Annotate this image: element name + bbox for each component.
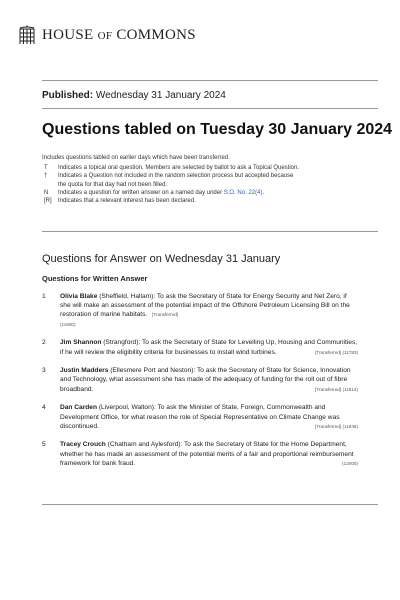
legend-item: [42, 172, 382, 188]
question-body: [60, 338, 358, 356]
brand-name: [42, 27, 196, 44]
question-body: [60, 403, 358, 431]
questions-list: [42, 292, 358, 478]
question-item: [42, 338, 358, 356]
legend-symbol: T: [44, 165, 48, 172]
question-number: 3: [42, 367, 46, 375]
page-title: Questions tabled on Tuesday 30 January 2024: [42, 121, 393, 138]
question-ref: (11900): [60, 321, 76, 327]
question-item: [42, 366, 358, 394]
question-item: [42, 440, 358, 468]
constituency: (Chatham and Aylesford):: [105, 441, 185, 449]
legend-symbol: N: [44, 189, 49, 196]
legend-text: Indicates a Question not included in the random selection process but accepted because the quota for that day had not been filled.: [58, 173, 294, 188]
section-heading: Questions for Answer on Wednesday 31 January: [42, 253, 281, 265]
published-date: Wednesday 31 January 2024: [95, 90, 226, 101]
legend-text: Indicates that a relevant interest has been declared.: [58, 198, 196, 205]
brand-name-main: HOUSE: [42, 26, 94, 43]
question-ref: (12000): [342, 460, 358, 466]
legend-symbol: †: [44, 173, 48, 180]
portcullis-icon: [18, 24, 36, 46]
question-number: 1: [42, 293, 46, 300]
question-number: 2: [42, 339, 46, 347]
legend-text-after: .: [262, 189, 265, 196]
constituency: (Sheffield, Hallam):: [97, 293, 157, 300]
question-body: [60, 366, 358, 394]
constituency: (Liverpool, Walton):: [97, 404, 158, 412]
question-text: To ask the Minister of State, Foreign, Commonwealth and Development Office, for what reason the role of Special Representative on Climate Change was discontinued.: [60, 404, 340, 430]
question-ref: [Transferred] (11848): [315, 423, 358, 429]
question-text: To ask the Secretary of State for the Home Department, whether he has made an assessment of the potential merits of a fair and proportional reimbursement framework for bank fraud.: [60, 441, 354, 467]
constituency: (Strangford):: [101, 339, 142, 347]
question-text: To ask the Secretary of State for Energy Security and Net Zero, if she will make an assessment of the potential impact of the Offshore Petroleum Licensing Bill on the restoration of marine habitats.: [60, 293, 350, 319]
brand-name-small: OF: [97, 29, 113, 42]
legend-text: Indicates a question for written answer on a named day under: [58, 189, 224, 196]
top-divider: [42, 80, 378, 81]
legend: [42, 154, 382, 205]
question-ref: [Transferred] (11814): [315, 386, 358, 392]
legend-text: Indicates a topical oral question. Members are selected by ballot to ask a Topical Question.: [58, 165, 300, 172]
subheading: Questions for Written Answer: [42, 274, 148, 283]
published-label: Published:: [42, 90, 94, 101]
question-number: 5: [42, 441, 46, 449]
question-body: [60, 440, 358, 468]
question-item: [42, 292, 358, 329]
bottom-divider: [42, 504, 378, 505]
question-text: To ask the Secretary of State for Science, Innovation and Technology, what assessment she has made of the adequacy of funding for the roll out of fibre broadband.: [60, 367, 351, 393]
question-ref: [Transferred] (11783): [315, 349, 358, 355]
member-name: Dan Carden: [60, 404, 98, 412]
legend-divider: [42, 231, 378, 232]
question-item: [42, 403, 358, 431]
question-body: [60, 292, 358, 329]
legend-item: [42, 189, 382, 197]
legend-item: [42, 164, 382, 172]
member-name: Jim Shannon: [60, 339, 102, 347]
legend-text-container: [58, 189, 382, 197]
standing-order-link[interactable]: S.O. No. 22(4): [223, 189, 263, 196]
member-name: Tracey Crouch: [60, 441, 106, 449]
published-divider: [42, 108, 378, 109]
constituency: (Ellesmere Port and Neston):: [108, 367, 197, 375]
question-text: To ask the Secretary of State for Levelling Up, Housing and Communities, if he will review the eligibility criteria for businesses to install wind turbines.: [60, 339, 358, 356]
member-name: Olivia Blake: [60, 293, 98, 300]
question-number: 4: [42, 404, 46, 412]
legend-intro: Includes questions tabled on earlier days which have been transferred.: [42, 155, 230, 161]
member-name: Justin Madders: [60, 367, 109, 375]
legend-item: [42, 197, 382, 205]
legend-symbol: [R]: [44, 198, 52, 205]
house-of-commons-logo: [18, 24, 196, 46]
brand-name-end: COMMONS: [116, 26, 196, 43]
transferred-tag: [Transferred]: [152, 312, 179, 318]
published-line: [42, 90, 226, 101]
